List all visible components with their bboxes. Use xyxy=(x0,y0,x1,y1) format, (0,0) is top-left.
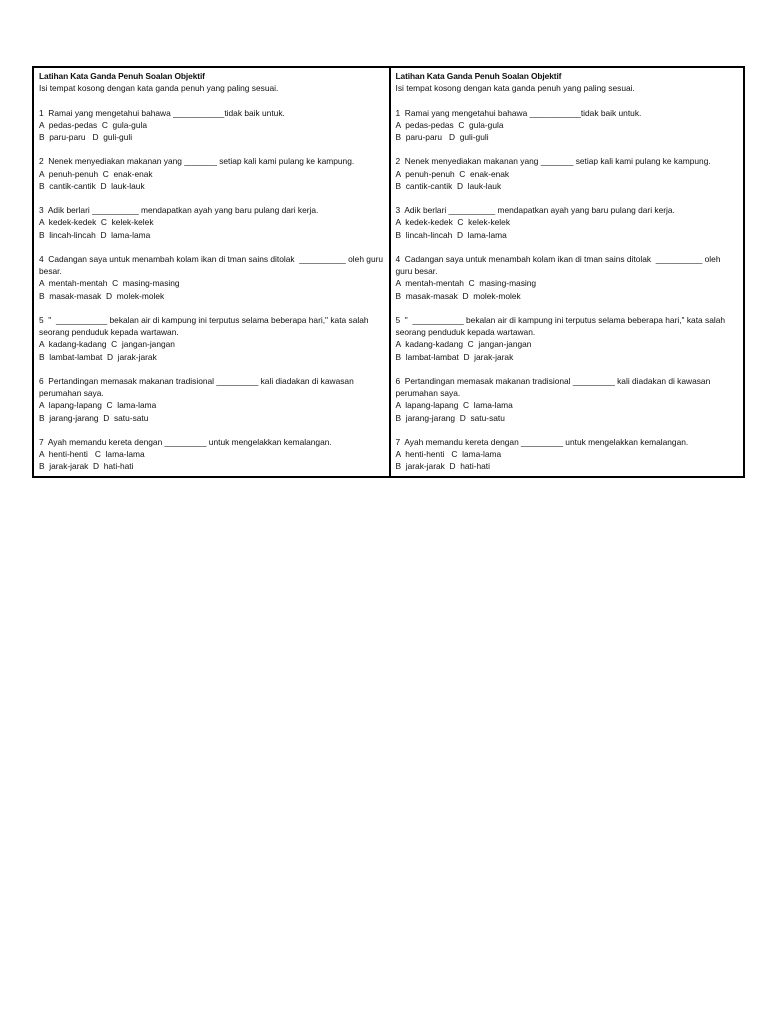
question-options-row-1: A lapang-lapang C lama-lama xyxy=(395,400,513,411)
worksheet-instruction: Isi tempat kosong dengan kata ganda penuh yang paling sesuai. xyxy=(395,83,635,94)
question-stem: 4 Cadangan saya untuk menambah kolam ikan di tman sains ditolak __________ oleh guru besar. xyxy=(39,253,386,277)
question-stem: 2 Nenek menyediakan makanan yang _______ setiap kali kami pulang ke kampung. xyxy=(395,156,711,167)
question-1 xyxy=(396,107,740,144)
question-stem: 6 Pertandingan memasak makanan tradisional _________ kali diadakan di kawasan perumahan saya. xyxy=(395,375,713,399)
question-options-row-2: B lambat-lambat D jarak-jarak xyxy=(395,351,514,362)
question-options-row-2: B cantik-cantik D lauk-lauk xyxy=(39,180,145,191)
question-7 xyxy=(396,436,740,473)
worksheet-title: Latihan Kata Ganda Penuh Soalan Objektif xyxy=(395,71,562,81)
worksheet-instruction: Isi tempat kosong dengan kata ganda penuh yang paling sesuai. xyxy=(39,83,279,94)
question-stem: 6 Pertandingan memasak makanan tradisional _________ kali diadakan di kawasan perumahan saya. xyxy=(39,375,357,399)
question-options-row-1: A pedas-pedas C gula-gula xyxy=(395,119,504,130)
question-stem: 3 Adik berlari __________ mendapatkan ayah yang baru pulang dari kerja. xyxy=(39,205,319,216)
question-options-row-1: A kadang-kadang C jangan-jangan xyxy=(395,339,532,350)
question-options-row-2: B lincah-lincah D lama-lama xyxy=(39,229,151,240)
question-options-row-2: B lambat-lambat D jarak-jarak xyxy=(39,351,157,362)
question-options-row-1: A pedas-pedas C gula-gula xyxy=(39,119,148,130)
question-options-row-2: B jarang-jarang D satu-satu xyxy=(39,412,149,423)
question-options-row-1: A kadang-kadang C jangan-jangan xyxy=(39,339,175,350)
question-stem: 1 Ramai yang mengetahui bahawa ___________tidak baik untuk. xyxy=(39,107,285,118)
question-options-row-1: A penuh-penuh C enak-enak xyxy=(395,168,510,179)
question-stem: 3 Adik berlari __________ mendapatkan ayah yang baru pulang dari kerja. xyxy=(395,205,675,216)
question-5 xyxy=(396,314,740,363)
question-stem: 5 " ___________ bekalan air di kampung ini terputus selama beberapa hari," kata salah seorang penduduk kepada wartawan. xyxy=(395,314,728,338)
question-6 xyxy=(39,375,385,424)
question-2 xyxy=(396,155,740,192)
question-stem: 4 Cadangan saya untuk menambah kolam ikan di tman sains ditolak __________ oleh guru besar. xyxy=(395,253,723,277)
question-4 xyxy=(396,253,740,302)
question-4 xyxy=(39,253,385,302)
question-3 xyxy=(39,204,385,241)
question-stem: 2 Nenek menyediakan makanan yang _______ setiap kali kami pulang ke kampung. xyxy=(39,156,355,167)
question-options-row-1: A kedek-kedek C kelek-kelek xyxy=(395,217,511,228)
question-options-row-2: B jarang-jarang D satu-satu xyxy=(395,412,505,423)
question-stem: 5 " ___________ bekalan air di kampung ini terputus selama beberapa hari," kata salah seorang penduduk kepada wartawan. xyxy=(39,314,371,338)
question-options-row-1: A henti-henti C lama-lama xyxy=(395,449,502,460)
question-options-row-1: A mentah-mentah C masing-masing xyxy=(395,278,537,289)
question-3 xyxy=(396,204,740,241)
question-options-row-2: B cantik-cantik D lauk-lauk xyxy=(395,180,502,191)
question-stem: 1 Ramai yang mengetahui bahawa ___________tidak baik untuk. xyxy=(395,107,642,118)
question-options-row-1: A lapang-lapang C lama-lama xyxy=(39,400,157,411)
question-7 xyxy=(39,436,385,473)
question-1 xyxy=(39,107,385,144)
question-5 xyxy=(39,314,385,363)
worksheet-title: Latihan Kata Ganda Penuh Soalan Objektif xyxy=(39,71,205,81)
question-options-row-2: B paru-paru D guli-guli xyxy=(39,132,133,142)
worksheet-column-left xyxy=(34,68,389,476)
question-options-row-1: A mentah-mentah C masing-masing xyxy=(39,278,180,289)
question-options-row-2: B lincah-lincah D lama-lama xyxy=(395,229,507,240)
worksheet-table xyxy=(32,66,745,478)
question-stem: 7 Ayah memandu kereta dengan _________ untuk mengelakkan kemalangan. xyxy=(395,436,689,447)
question-options-row-2: B masak-masak D molek-molek xyxy=(395,290,521,301)
question-2 xyxy=(39,155,385,192)
question-options-row-2: B jarak-jarak D hati-hati xyxy=(395,461,490,472)
question-stem: 7 Ayah memandu kereta dengan _________ untuk mengelakkan kemalangan. xyxy=(39,436,332,447)
question-options-row-1: A henti-henti C lama-lama xyxy=(39,449,145,460)
question-options-row-2: B paru-paru D guli-guli xyxy=(395,132,489,142)
question-options-row-1: A penuh-penuh C enak-enak xyxy=(39,168,153,179)
question-options-row-2: B jarak-jarak D hati-hati xyxy=(39,461,134,472)
question-6 xyxy=(396,375,740,424)
worksheet-column-right xyxy=(389,68,744,476)
question-options-row-2: B masak-masak D molek-molek xyxy=(39,290,165,301)
question-options-row-1: A kedek-kedek C kelek-kelek xyxy=(39,217,154,228)
